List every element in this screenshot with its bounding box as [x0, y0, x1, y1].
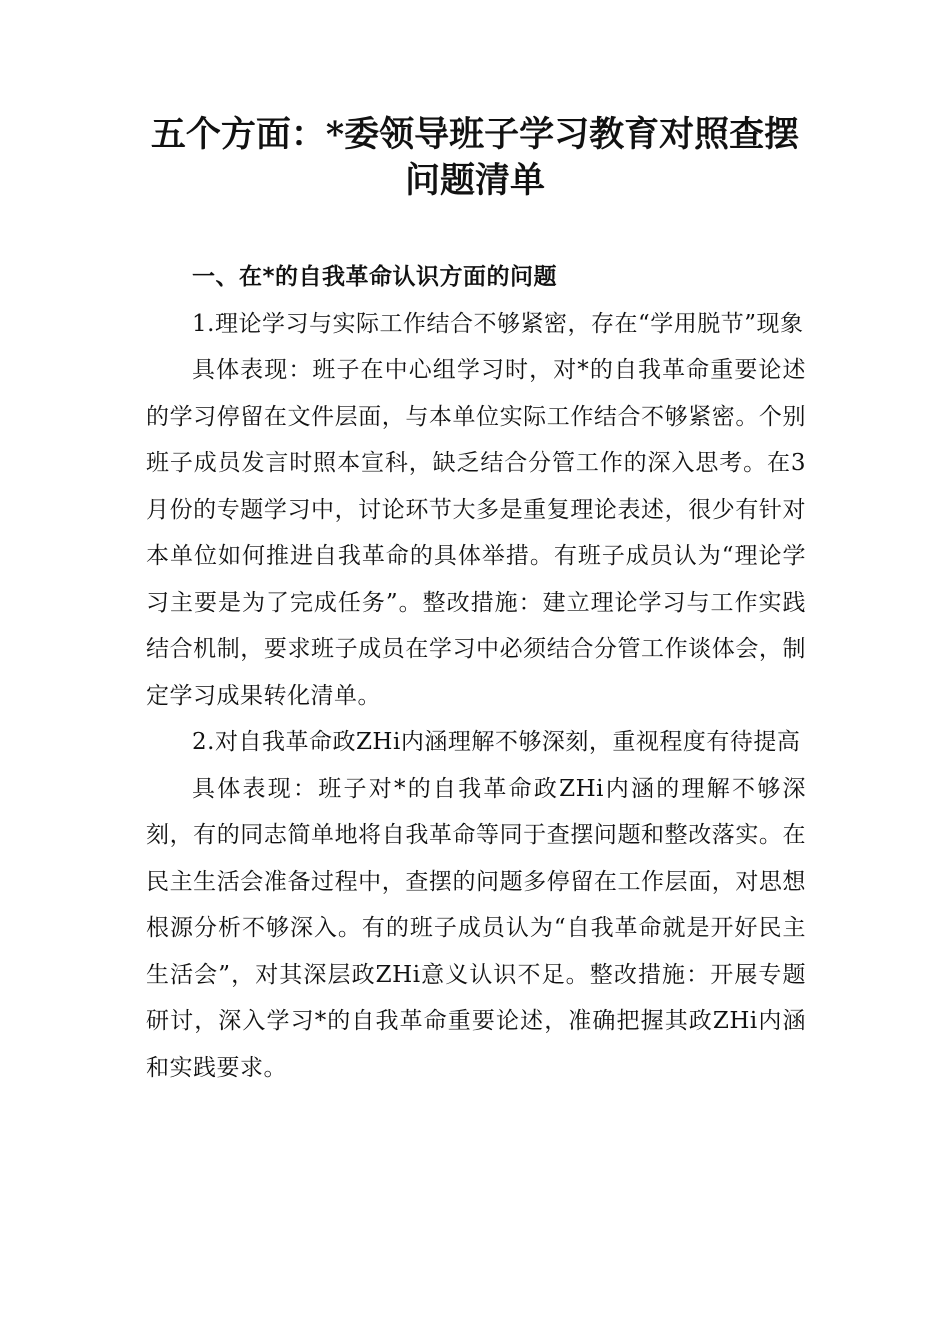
item-body-1: 具体表现：班子在中心组学习时，对*的自我革命重要论述的学习停留在文件层面，与本单位实际工作结合不够紧密。个别班子成员发言时照本宣科，缺乏结合分管工作的深入思考。在3月份的专题学习中，讨论环节大多是重复理论表述，很少有针对本单位如何推进自我革命的具体举措。有班子成员认为“理论学习主要是为了完成任务”。整改措施：建立理论学习与工作实践结合机制，要求班子成员在学习中必须结合分管工作谈体会，制定学习成果转化清单。 — [146, 357, 806, 709]
title-line-2: 问题清单 — [404, 160, 545, 201]
item-heading-2: 2.对自我革命政ZHi内涵理解不够深刻，重视程度有待提高 — [192, 729, 801, 755]
document-title — [140, 112, 810, 204]
item-heading-1: 1.理论学习与实际工作结合不够紧密，存在“学用脱节”现象 — [192, 310, 804, 337]
section-heading: 一、在*的自我革命认识方面的问题 — [192, 264, 558, 290]
title-line-1: 五个方面：*委领导班子学习教育对照查摆 — [150, 114, 800, 155]
item-body-2: 具体表现：班子对*的自我革命政ZHi内涵的理解不够深刻，有的同志简单地将自我革命等同于查摆问题和整改落实。在民主生活会准备过程中，查摆的问题多停留在工作层面，对思想根源分析不够深入。有的班子成员认为“自我革命就是开好民主生活会”，对其深层政ZHi意义认识不足。整改措施：开展专题研讨，深入学习*的自我革命重要论述，准确把握其政ZHi内涵和实践要求。 — [146, 775, 806, 1081]
document-body — [146, 254, 806, 1091]
